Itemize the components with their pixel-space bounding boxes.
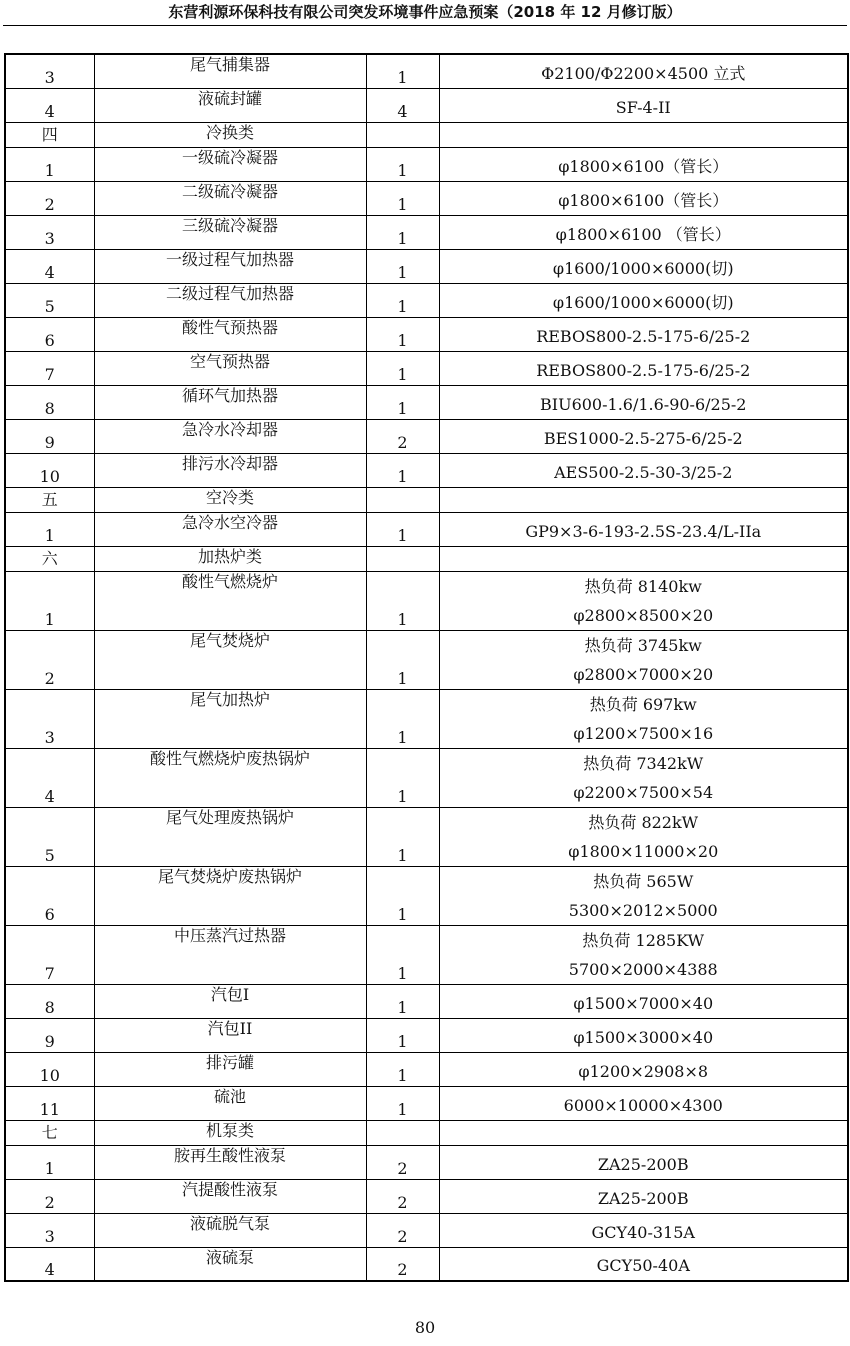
specification bbox=[439, 1145, 848, 1179]
equipment-name: 硫池 bbox=[94, 1086, 366, 1120]
quantity: 1 bbox=[366, 630, 439, 689]
specification bbox=[439, 1086, 848, 1120]
equipment-name: 酸性气预热器 bbox=[94, 317, 366, 351]
table-row bbox=[5, 630, 848, 689]
spec-line: φ1500×7000×40 bbox=[573, 993, 714, 1013]
specification bbox=[439, 512, 848, 546]
spec-line: REBOS800-2.5-175-6/25-2 bbox=[536, 326, 751, 346]
table-row bbox=[5, 1247, 848, 1281]
row-number: 3 bbox=[5, 689, 94, 748]
spec-line: Φ2100/Φ2200×4500 立式 bbox=[541, 63, 746, 83]
specification bbox=[439, 317, 848, 351]
equipment-name: 三级硫冷凝器 bbox=[94, 215, 366, 249]
row-number: 3 bbox=[5, 54, 94, 88]
row-number: 6 bbox=[5, 866, 94, 925]
specification bbox=[439, 283, 848, 317]
specification bbox=[439, 453, 848, 487]
specification bbox=[439, 122, 848, 147]
equipment-name: 尾气处理废热锅炉 bbox=[94, 807, 366, 866]
category-row bbox=[5, 1120, 848, 1145]
row-number: 6 bbox=[5, 317, 94, 351]
quantity bbox=[366, 487, 439, 512]
spec-line: φ1600/1000×6000(切) bbox=[552, 258, 734, 278]
table-row bbox=[5, 181, 848, 215]
quantity: 1 bbox=[366, 984, 439, 1018]
category-row bbox=[5, 122, 848, 147]
quantity: 1 bbox=[366, 748, 439, 807]
specification bbox=[439, 54, 848, 88]
table-row bbox=[5, 385, 848, 419]
quantity bbox=[366, 546, 439, 571]
table-row bbox=[5, 512, 848, 546]
table-row bbox=[5, 419, 848, 453]
quantity: 1 bbox=[366, 317, 439, 351]
row-number: 5 bbox=[5, 807, 94, 866]
spec-line: φ1800×6100（管长） bbox=[558, 190, 729, 210]
header-rule bbox=[3, 25, 847, 26]
equipment-name: 机泵类 bbox=[94, 1120, 366, 1145]
spec-line: 热负荷 3745kw bbox=[584, 635, 702, 655]
quantity: 1 bbox=[366, 571, 439, 630]
quantity: 4 bbox=[366, 88, 439, 122]
spec-line: φ1200×7500×16 bbox=[573, 723, 714, 743]
category-row bbox=[5, 546, 848, 571]
row-number: 5 bbox=[5, 283, 94, 317]
quantity bbox=[366, 1120, 439, 1145]
row-number: 2 bbox=[5, 181, 94, 215]
quantity: 2 bbox=[366, 1213, 439, 1247]
table-row bbox=[5, 283, 848, 317]
specification bbox=[439, 748, 848, 807]
equipment-name: 尾气焚烧炉废热锅炉 bbox=[94, 866, 366, 925]
specification bbox=[439, 1179, 848, 1213]
row-number: 3 bbox=[5, 1213, 94, 1247]
specification bbox=[439, 546, 848, 571]
quantity: 1 bbox=[366, 1052, 439, 1086]
quantity: 1 bbox=[366, 351, 439, 385]
equipment-name: 循环气加热器 bbox=[94, 385, 366, 419]
spec-line: 热负荷 697kw bbox=[589, 694, 697, 714]
spec-line: φ1500×3000×40 bbox=[573, 1027, 714, 1047]
equipment-name: 中压蒸汽过热器 bbox=[94, 925, 366, 984]
row-number: 2 bbox=[5, 630, 94, 689]
equipment-name: 汽包I bbox=[94, 984, 366, 1018]
quantity: 1 bbox=[366, 283, 439, 317]
specification bbox=[439, 866, 848, 925]
table-row bbox=[5, 1018, 848, 1052]
specification bbox=[439, 1052, 848, 1086]
quantity: 1 bbox=[366, 147, 439, 181]
spec-line: GP9×3-6-193-2.5S-23.4/L-IIa bbox=[525, 521, 762, 541]
row-number: 7 bbox=[5, 351, 94, 385]
spec-line: ZA25-200B bbox=[597, 1188, 689, 1208]
equipment-table bbox=[4, 53, 849, 1282]
spec-line: BIU600-1.6/1.6-90-6/25-2 bbox=[540, 394, 747, 414]
specification bbox=[439, 807, 848, 866]
specification bbox=[439, 925, 848, 984]
equipment-name: 空冷类 bbox=[94, 487, 366, 512]
spec-line: φ2800×7000×20 bbox=[573, 664, 714, 684]
page-header: 东营利源环保科技有限公司突发环境事件应急预案（2018 年 12 月修订版） bbox=[168, 3, 682, 21]
specification bbox=[439, 1018, 848, 1052]
quantity: 1 bbox=[366, 181, 439, 215]
table-row bbox=[5, 925, 848, 984]
row-number: 4 bbox=[5, 249, 94, 283]
row-number: 8 bbox=[5, 984, 94, 1018]
equipment-name: 汽提酸性液泵 bbox=[94, 1179, 366, 1213]
equipment-name: 排污水冷却器 bbox=[94, 453, 366, 487]
spec-line: 5300×2012×5000 bbox=[568, 900, 718, 920]
table-row bbox=[5, 147, 848, 181]
row-number: 五 bbox=[5, 487, 94, 512]
equipment-name: 一级硫冷凝器 bbox=[94, 147, 366, 181]
specification bbox=[439, 1247, 848, 1281]
specification bbox=[439, 249, 848, 283]
equipment-name: 二级硫冷凝器 bbox=[94, 181, 366, 215]
table-row bbox=[5, 317, 848, 351]
equipment-name: 冷换类 bbox=[94, 122, 366, 147]
spec-line: φ1800×11000×20 bbox=[568, 841, 719, 861]
spec-line: 热负荷 565W bbox=[593, 871, 694, 891]
spec-line: AES500-2.5-30-3/25-2 bbox=[554, 462, 733, 482]
row-number: 8 bbox=[5, 385, 94, 419]
row-number: 七 bbox=[5, 1120, 94, 1145]
row-number: 9 bbox=[5, 1018, 94, 1052]
table-row bbox=[5, 748, 848, 807]
spec-line: GCY40-315A bbox=[591, 1222, 695, 1242]
specification bbox=[439, 487, 848, 512]
row-number: 1 bbox=[5, 1145, 94, 1179]
spec-line: φ1800×6100（管长） bbox=[558, 156, 729, 176]
page-number: 80 bbox=[414, 1318, 436, 1337]
quantity: 1 bbox=[366, 215, 439, 249]
spec-line: BES1000-2.5-275-6/25-2 bbox=[543, 428, 743, 448]
specification bbox=[439, 984, 848, 1018]
equipment-name: 液硫泵 bbox=[94, 1247, 366, 1281]
spec-line: ZA25-200B bbox=[597, 1154, 689, 1174]
spec-line: SF-4-II bbox=[615, 97, 671, 117]
equipment-name: 急冷水冷却器 bbox=[94, 419, 366, 453]
spec-line: φ1200×2908×8 bbox=[578, 1061, 709, 1081]
quantity bbox=[366, 122, 439, 147]
specification bbox=[439, 351, 848, 385]
equipment-name: 尾气捕集器 bbox=[94, 54, 366, 88]
table-row bbox=[5, 88, 848, 122]
spec-line: φ2800×8500×20 bbox=[573, 605, 714, 625]
quantity: 1 bbox=[366, 512, 439, 546]
row-number: 2 bbox=[5, 1179, 94, 1213]
spec-line: φ1600/1000×6000(切) bbox=[552, 292, 734, 312]
spec-line: 5700×2000×4388 bbox=[568, 959, 718, 979]
specification bbox=[439, 1213, 848, 1247]
quantity: 2 bbox=[366, 1179, 439, 1213]
specification bbox=[439, 419, 848, 453]
spec-line: GCY50-40A bbox=[596, 1256, 690, 1275]
row-number: 11 bbox=[5, 1086, 94, 1120]
specification bbox=[439, 689, 848, 748]
equipment-name: 胺再生酸性液泵 bbox=[94, 1145, 366, 1179]
spec-line: 热负荷 1285KW bbox=[582, 930, 705, 950]
row-number: 1 bbox=[5, 147, 94, 181]
quantity: 1 bbox=[366, 866, 439, 925]
specification bbox=[439, 385, 848, 419]
table-row bbox=[5, 1052, 848, 1086]
table-row bbox=[5, 866, 848, 925]
table-row bbox=[5, 1213, 848, 1247]
row-number: 7 bbox=[5, 925, 94, 984]
spec-line: 热负荷 7342kW bbox=[583, 753, 704, 773]
row-number: 4 bbox=[5, 88, 94, 122]
specification bbox=[439, 88, 848, 122]
quantity: 1 bbox=[366, 249, 439, 283]
row-number: 4 bbox=[5, 1247, 94, 1281]
table-row bbox=[5, 453, 848, 487]
table-row bbox=[5, 1086, 848, 1120]
spec-line: φ1800×6100 （管长） bbox=[555, 224, 731, 244]
equipment-name: 一级过程气加热器 bbox=[94, 249, 366, 283]
equipment-name: 加热炉类 bbox=[94, 546, 366, 571]
category-row bbox=[5, 487, 848, 512]
table-row bbox=[5, 249, 848, 283]
quantity: 1 bbox=[366, 1086, 439, 1120]
specification bbox=[439, 1120, 848, 1145]
equipment-name: 二级过程气加热器 bbox=[94, 283, 366, 317]
row-number: 4 bbox=[5, 748, 94, 807]
table-row bbox=[5, 351, 848, 385]
equipment-name: 液硫封罐 bbox=[94, 88, 366, 122]
quantity: 2 bbox=[366, 1247, 439, 1281]
quantity: 1 bbox=[366, 1018, 439, 1052]
quantity: 1 bbox=[366, 385, 439, 419]
spec-line: 热负荷 822kW bbox=[588, 812, 699, 832]
spec-line: 6000×10000×4300 bbox=[563, 1095, 723, 1115]
row-number: 四 bbox=[5, 122, 94, 147]
table-row bbox=[5, 984, 848, 1018]
row-number: 3 bbox=[5, 215, 94, 249]
spec-line: REBOS800-2.5-175-6/25-2 bbox=[536, 360, 751, 380]
quantity: 1 bbox=[366, 453, 439, 487]
specification bbox=[439, 181, 848, 215]
specification bbox=[439, 215, 848, 249]
quantity: 1 bbox=[366, 807, 439, 866]
table-row bbox=[5, 689, 848, 748]
equipment-name: 尾气加热炉 bbox=[94, 689, 366, 748]
quantity: 2 bbox=[366, 1145, 439, 1179]
quantity: 1 bbox=[366, 925, 439, 984]
row-number: 六 bbox=[5, 546, 94, 571]
spec-line: 热负荷 8140kw bbox=[584, 576, 702, 596]
specification bbox=[439, 630, 848, 689]
equipment-name: 排污罐 bbox=[94, 1052, 366, 1086]
equipment-name: 酸性气燃烧炉 bbox=[94, 571, 366, 630]
specification bbox=[439, 147, 848, 181]
row-number: 10 bbox=[5, 453, 94, 487]
specification bbox=[439, 571, 848, 630]
table-row bbox=[5, 1179, 848, 1213]
equipment-name: 急冷水空冷器 bbox=[94, 512, 366, 546]
equipment-name: 空气预热器 bbox=[94, 351, 366, 385]
table-row bbox=[5, 807, 848, 866]
row-number: 9 bbox=[5, 419, 94, 453]
row-number: 10 bbox=[5, 1052, 94, 1086]
table-row bbox=[5, 54, 848, 88]
table-row bbox=[5, 571, 848, 630]
row-number: 1 bbox=[5, 571, 94, 630]
equipment-name: 尾气焚烧炉 bbox=[94, 630, 366, 689]
equipment-name: 汽包II bbox=[94, 1018, 366, 1052]
equipment-name: 酸性气燃烧炉废热锅炉 bbox=[94, 748, 366, 807]
spec-line: φ2200×7500×54 bbox=[573, 782, 714, 802]
table-row bbox=[5, 215, 848, 249]
quantity: 1 bbox=[366, 54, 439, 88]
quantity: 2 bbox=[366, 419, 439, 453]
equipment-name: 液硫脱气泵 bbox=[94, 1213, 366, 1247]
table-row bbox=[5, 1145, 848, 1179]
quantity: 1 bbox=[366, 689, 439, 748]
row-number: 1 bbox=[5, 512, 94, 546]
